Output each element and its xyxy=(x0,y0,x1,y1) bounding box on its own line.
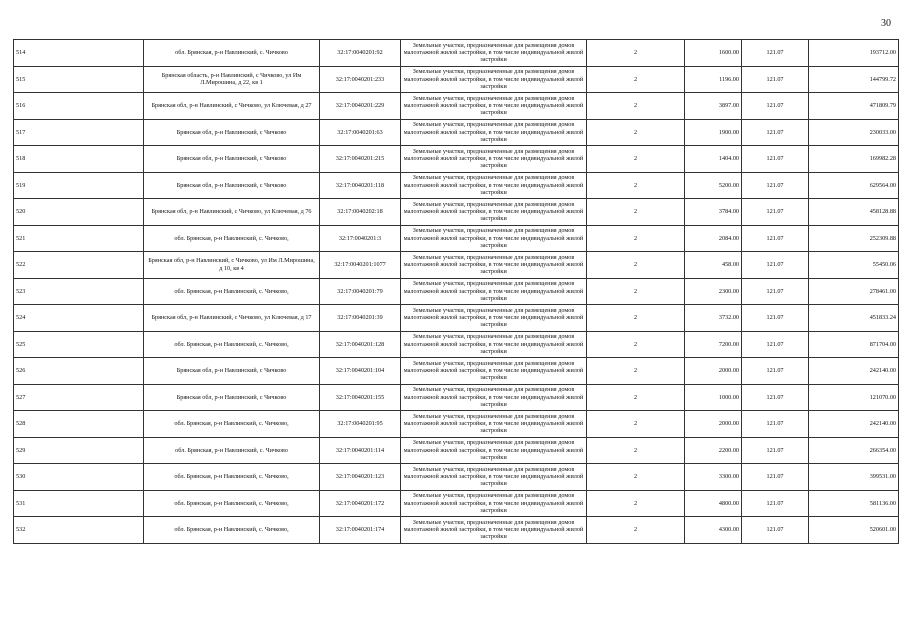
area-cell: 1900.00 xyxy=(685,119,742,146)
cadastral-number-cell: 32:17:0040201:63 xyxy=(320,119,401,146)
cadastral-number-cell: 32:17:0040201:174 xyxy=(320,517,401,544)
cadastral-number-cell: 32:17:0040201:3 xyxy=(320,225,401,252)
category-cell: 2 xyxy=(587,278,685,305)
area-cell: 1404.00 xyxy=(685,146,742,173)
address-cell: Брянская обл, р-н Навлинский, с Чичково xyxy=(144,358,320,385)
category-cell: 2 xyxy=(587,464,685,491)
cadastral-number-cell: 32:17:0040202:18 xyxy=(320,199,401,226)
row-number-cell: 520 xyxy=(14,199,144,226)
unit-value-cell: 121.07 xyxy=(742,146,809,173)
category-cell: 2 xyxy=(587,119,685,146)
unit-value-cell: 121.07 xyxy=(742,384,809,411)
table-row xyxy=(14,146,899,173)
row-number-cell: 514 xyxy=(14,40,144,67)
table-body xyxy=(14,40,899,544)
page-number: 30 xyxy=(881,18,891,29)
table-row xyxy=(14,490,899,517)
table-row xyxy=(14,40,899,67)
permitted-use-cell: Земельные участки, предназначенные для размещения домов малоэтажной жилой застройки, в том числе индивидуальной жилой застройки xyxy=(401,464,587,491)
unit-value-cell: 121.07 xyxy=(742,517,809,544)
unit-value-cell: 121.07 xyxy=(742,278,809,305)
cadastral-value-cell: 451833.24 xyxy=(809,305,899,332)
permitted-use-cell: Земельные участки, предназначенные для размещения домов малоэтажной жилой застройки, в том числе индивидуальной жилой застройки xyxy=(401,305,587,332)
address-cell: обл. Брянская, р-н Навлинский, с. Чичково, xyxy=(144,464,320,491)
cadastral-value-cell: 144799.72 xyxy=(809,66,899,93)
address-cell: обл. Брянская, р-н Навлинский, с. Чичково, xyxy=(144,490,320,517)
permitted-use-cell: Земельные участки, предназначенные для размещения домов малоэтажной жилой застройки, в том числе индивидуальной жилой застройки xyxy=(401,358,587,385)
cadastral-number-cell: 32:17:0040201:123 xyxy=(320,464,401,491)
unit-value-cell: 121.07 xyxy=(742,490,809,517)
unit-value-cell: 121.07 xyxy=(742,119,809,146)
unit-value-cell: 121.07 xyxy=(742,358,809,385)
row-number-cell: 516 xyxy=(14,93,144,120)
category-cell: 2 xyxy=(587,40,685,67)
area-cell: 2084.00 xyxy=(685,225,742,252)
cadastral-value-cell: 121070.00 xyxy=(809,384,899,411)
table-row xyxy=(14,93,899,120)
table-row xyxy=(14,119,899,146)
area-cell: 3732.00 xyxy=(685,305,742,332)
address-cell: обл. Брянская, р-н Навлинский, с. Чичково, xyxy=(144,278,320,305)
cadastral-value-cell: 520601.00 xyxy=(809,517,899,544)
area-cell: 5200.00 xyxy=(685,172,742,199)
area-cell: 4300.00 xyxy=(685,517,742,544)
category-cell: 2 xyxy=(587,437,685,464)
unit-value-cell: 121.07 xyxy=(742,464,809,491)
category-cell: 2 xyxy=(587,252,685,279)
category-cell: 2 xyxy=(587,93,685,120)
permitted-use-cell: Земельные участки, предназначенные для размещения домов малоэтажной жилой застройки, в том числе индивидуальной жилой застройки xyxy=(401,119,587,146)
area-cell: 1000.00 xyxy=(685,384,742,411)
cadastral-number-cell: 32:17:0040201:1077 xyxy=(320,252,401,279)
row-number-cell: 532 xyxy=(14,517,144,544)
area-cell: 1600.00 xyxy=(685,40,742,67)
row-number-cell: 526 xyxy=(14,358,144,385)
cadastral-value-cell: 230033.00 xyxy=(809,119,899,146)
address-cell: Брянская обл, р-н Навлинский, с Чичково, ул Им Л.Мирошина, д 10, кв 4 xyxy=(144,252,320,279)
cadastral-value-cell: 242140.00 xyxy=(809,411,899,438)
category-cell: 2 xyxy=(587,172,685,199)
address-cell: обл. Брянская, р-н Навлинский, с. Чичково xyxy=(144,40,320,67)
area-cell: 2000.00 xyxy=(685,358,742,385)
permitted-use-cell: Земельные участки, предназначенные для размещения домов малоэтажной жилой застройки, в том числе индивидуальной жилой застройки xyxy=(401,252,587,279)
unit-value-cell: 121.07 xyxy=(742,199,809,226)
table-row xyxy=(14,278,899,305)
permitted-use-cell: Земельные участки, предназначенные для размещения домов малоэтажной жилой застройки, в том числе индивидуальной жилой застройки xyxy=(401,40,587,67)
category-cell: 2 xyxy=(587,517,685,544)
table-row xyxy=(14,437,899,464)
cadastral-value-cell: 266354.00 xyxy=(809,437,899,464)
table-row xyxy=(14,384,899,411)
table-row xyxy=(14,172,899,199)
address-cell: Брянская обл, р-н Навлинский, с Чичково, ул Ключевая, д 76 xyxy=(144,199,320,226)
permitted-use-cell: Земельные участки, предназначенные для размещения домов малоэтажной жилой застройки, в том числе индивидуальной жилой застройки xyxy=(401,225,587,252)
category-cell: 2 xyxy=(587,225,685,252)
row-number-cell: 530 xyxy=(14,464,144,491)
row-number-cell: 527 xyxy=(14,384,144,411)
cadastral-value-cell: 55450.06 xyxy=(809,252,899,279)
category-cell: 2 xyxy=(587,411,685,438)
area-cell: 3300.00 xyxy=(685,464,742,491)
table-row xyxy=(14,464,899,491)
unit-value-cell: 121.07 xyxy=(742,411,809,438)
land-plots-table xyxy=(13,39,899,544)
address-cell: Брянская обл, р-н Навлинский, с Чичково xyxy=(144,172,320,199)
address-cell: обл. Брянская, р-н Навлинский, с. Чичково xyxy=(144,437,320,464)
cadastral-number-cell: 32:17:0040201:114 xyxy=(320,437,401,464)
area-cell: 7200.00 xyxy=(685,331,742,358)
address-cell: Брянская обл, р-н Навлинский, с Чичково xyxy=(144,384,320,411)
address-cell: обл. Брянская, р-н Навлинский, с. Чичково, xyxy=(144,411,320,438)
cadastral-number-cell: 32:17:0040201:95 xyxy=(320,411,401,438)
permitted-use-cell: Земельные участки, предназначенные для размещения домов малоэтажной жилой застройки, в том числе индивидуальной жилой застройки xyxy=(401,199,587,226)
table-row xyxy=(14,517,899,544)
permitted-use-cell: Земельные участки, предназначенные для размещения домов малоэтажной жилой застройки, в том числе индивидуальной жилой застройки xyxy=(401,331,587,358)
row-number-cell: 519 xyxy=(14,172,144,199)
permitted-use-cell: Земельные участки, предназначенные для размещения домов малоэтажной жилой застройки, в том числе индивидуальной жилой застройки xyxy=(401,437,587,464)
address-cell: обл. Брянская, р-н Навлинский, с. Чичково, xyxy=(144,517,320,544)
cadastral-value-cell: 169982.28 xyxy=(809,146,899,173)
cadastral-number-cell: 32:17:0040201:215 xyxy=(320,146,401,173)
permitted-use-cell: Земельные участки, предназначенные для размещения домов малоэтажной жилой застройки, в том числе индивидуальной жилой застройки xyxy=(401,411,587,438)
unit-value-cell: 121.07 xyxy=(742,331,809,358)
cadastral-number-cell: 32:17:0040201:233 xyxy=(320,66,401,93)
cadastral-value-cell: 399531.00 xyxy=(809,464,899,491)
row-number-cell: 531 xyxy=(14,490,144,517)
table-row xyxy=(14,331,899,358)
category-cell: 2 xyxy=(587,199,685,226)
cadastral-number-cell: 32:17:0040201:118 xyxy=(320,172,401,199)
address-cell: Брянская обл, р-н Навлинский, с Чичково xyxy=(144,119,320,146)
area-cell: 3784.00 xyxy=(685,199,742,226)
address-cell: Брянская обл, р-н Навлинский, с Чичково xyxy=(144,146,320,173)
cadastral-number-cell: 32:17:0040201:229 xyxy=(320,93,401,120)
address-cell: Брянская обл, р-н Навлинский, с Чичково, ул Ключевая, д 27 xyxy=(144,93,320,120)
row-number-cell: 523 xyxy=(14,278,144,305)
row-number-cell: 529 xyxy=(14,437,144,464)
cadastral-value-cell: 471809.79 xyxy=(809,93,899,120)
permitted-use-cell: Земельные участки, предназначенные для размещения домов малоэтажной жилой застройки, в том числе индивидуальной жилой застройки xyxy=(401,278,587,305)
row-number-cell: 515 xyxy=(14,66,144,93)
area-cell: 1196.00 xyxy=(685,66,742,93)
category-cell: 2 xyxy=(587,305,685,332)
cadastral-number-cell: 32:17:0040201:39 xyxy=(320,305,401,332)
table-row xyxy=(14,358,899,385)
permitted-use-cell: Земельные участки, предназначенные для размещения домов малоэтажной жилой застройки, в том числе индивидуальной жилой застройки xyxy=(401,172,587,199)
row-number-cell: 517 xyxy=(14,119,144,146)
table-row xyxy=(14,411,899,438)
area-cell: 3897.00 xyxy=(685,93,742,120)
cadastral-number-cell: 32:17:0040201:79 xyxy=(320,278,401,305)
row-number-cell: 525 xyxy=(14,331,144,358)
table-row xyxy=(14,225,899,252)
category-cell: 2 xyxy=(587,490,685,517)
cadastral-number-cell: 32:17:0040201:92 xyxy=(320,40,401,67)
permitted-use-cell: Земельные участки, предназначенные для размещения домов малоэтажной жилой застройки, в том числе индивидуальной жилой застройки xyxy=(401,490,587,517)
category-cell: 2 xyxy=(587,146,685,173)
permitted-use-cell: Земельные участки, предназначенные для размещения домов малоэтажной жилой застройки, в том числе индивидуальной жилой застройки xyxy=(401,146,587,173)
address-cell: обл. Брянская, р-н Навлинский, с. Чичково, xyxy=(144,225,320,252)
row-number-cell: 528 xyxy=(14,411,144,438)
cadastral-value-cell: 871704.00 xyxy=(809,331,899,358)
row-number-cell: 521 xyxy=(14,225,144,252)
category-cell: 2 xyxy=(587,384,685,411)
unit-value-cell: 121.07 xyxy=(742,305,809,332)
category-cell: 2 xyxy=(587,66,685,93)
cadastral-value-cell: 629564.00 xyxy=(809,172,899,199)
row-number-cell: 522 xyxy=(14,252,144,279)
category-cell: 2 xyxy=(587,358,685,385)
cadastral-number-cell: 32:17:0040201:104 xyxy=(320,358,401,385)
table-row xyxy=(14,199,899,226)
row-number-cell: 524 xyxy=(14,305,144,332)
address-cell: Брянская обл, р-н Навлинский, с Чичково, ул Ключевая, д 17 xyxy=(144,305,320,332)
cadastral-number-cell: 32:17:0040201:155 xyxy=(320,384,401,411)
cadastral-value-cell: 581136.00 xyxy=(809,490,899,517)
cadastral-value-cell: 458128.88 xyxy=(809,199,899,226)
permitted-use-cell: Земельные участки, предназначенные для размещения домов малоэтажной жилой застройки, в том числе индивидуальной жилой застройки xyxy=(401,66,587,93)
table-row xyxy=(14,252,899,279)
unit-value-cell: 121.07 xyxy=(742,66,809,93)
unit-value-cell: 121.07 xyxy=(742,252,809,279)
cadastral-number-cell: 32:17:0040201:172 xyxy=(320,490,401,517)
address-cell: обл. Брянская, р-н Навлинский, с. Чичково, xyxy=(144,331,320,358)
unit-value-cell: 121.07 xyxy=(742,437,809,464)
area-cell: 2300.00 xyxy=(685,278,742,305)
area-cell: 4800.00 xyxy=(685,490,742,517)
table-row xyxy=(14,305,899,332)
unit-value-cell: 121.07 xyxy=(742,225,809,252)
cadastral-value-cell: 278461.00 xyxy=(809,278,899,305)
permitted-use-cell: Земельные участки, предназначенные для размещения домов малоэтажной жилой застройки, в том числе индивидуальной жилой застройки xyxy=(401,93,587,120)
table-row xyxy=(14,66,899,93)
row-number-cell: 518 xyxy=(14,146,144,173)
cadastral-value-cell: 252309.88 xyxy=(809,225,899,252)
permitted-use-cell: Земельные участки, предназначенные для размещения домов малоэтажной жилой застройки, в том числе индивидуальной жилой застройки xyxy=(401,517,587,544)
unit-value-cell: 121.07 xyxy=(742,40,809,67)
unit-value-cell: 121.07 xyxy=(742,93,809,120)
permitted-use-cell: Земельные участки, предназначенные для размещения домов малоэтажной жилой застройки, в том числе индивидуальной жилой застройки xyxy=(401,384,587,411)
cadastral-number-cell: 32:17:0040201:128 xyxy=(320,331,401,358)
cadastral-value-cell: 193712.00 xyxy=(809,40,899,67)
cadastral-value-cell: 242140.00 xyxy=(809,358,899,385)
address-cell: Брянская область, р-н Навлинский, с Чичково, ул Им Л.Мирошина, д 22, кв 1 xyxy=(144,66,320,93)
unit-value-cell: 121.07 xyxy=(742,172,809,199)
area-cell: 2000.00 xyxy=(685,411,742,438)
category-cell: 2 xyxy=(587,331,685,358)
area-cell: 458.00 xyxy=(685,252,742,279)
area-cell: 2200.00 xyxy=(685,437,742,464)
